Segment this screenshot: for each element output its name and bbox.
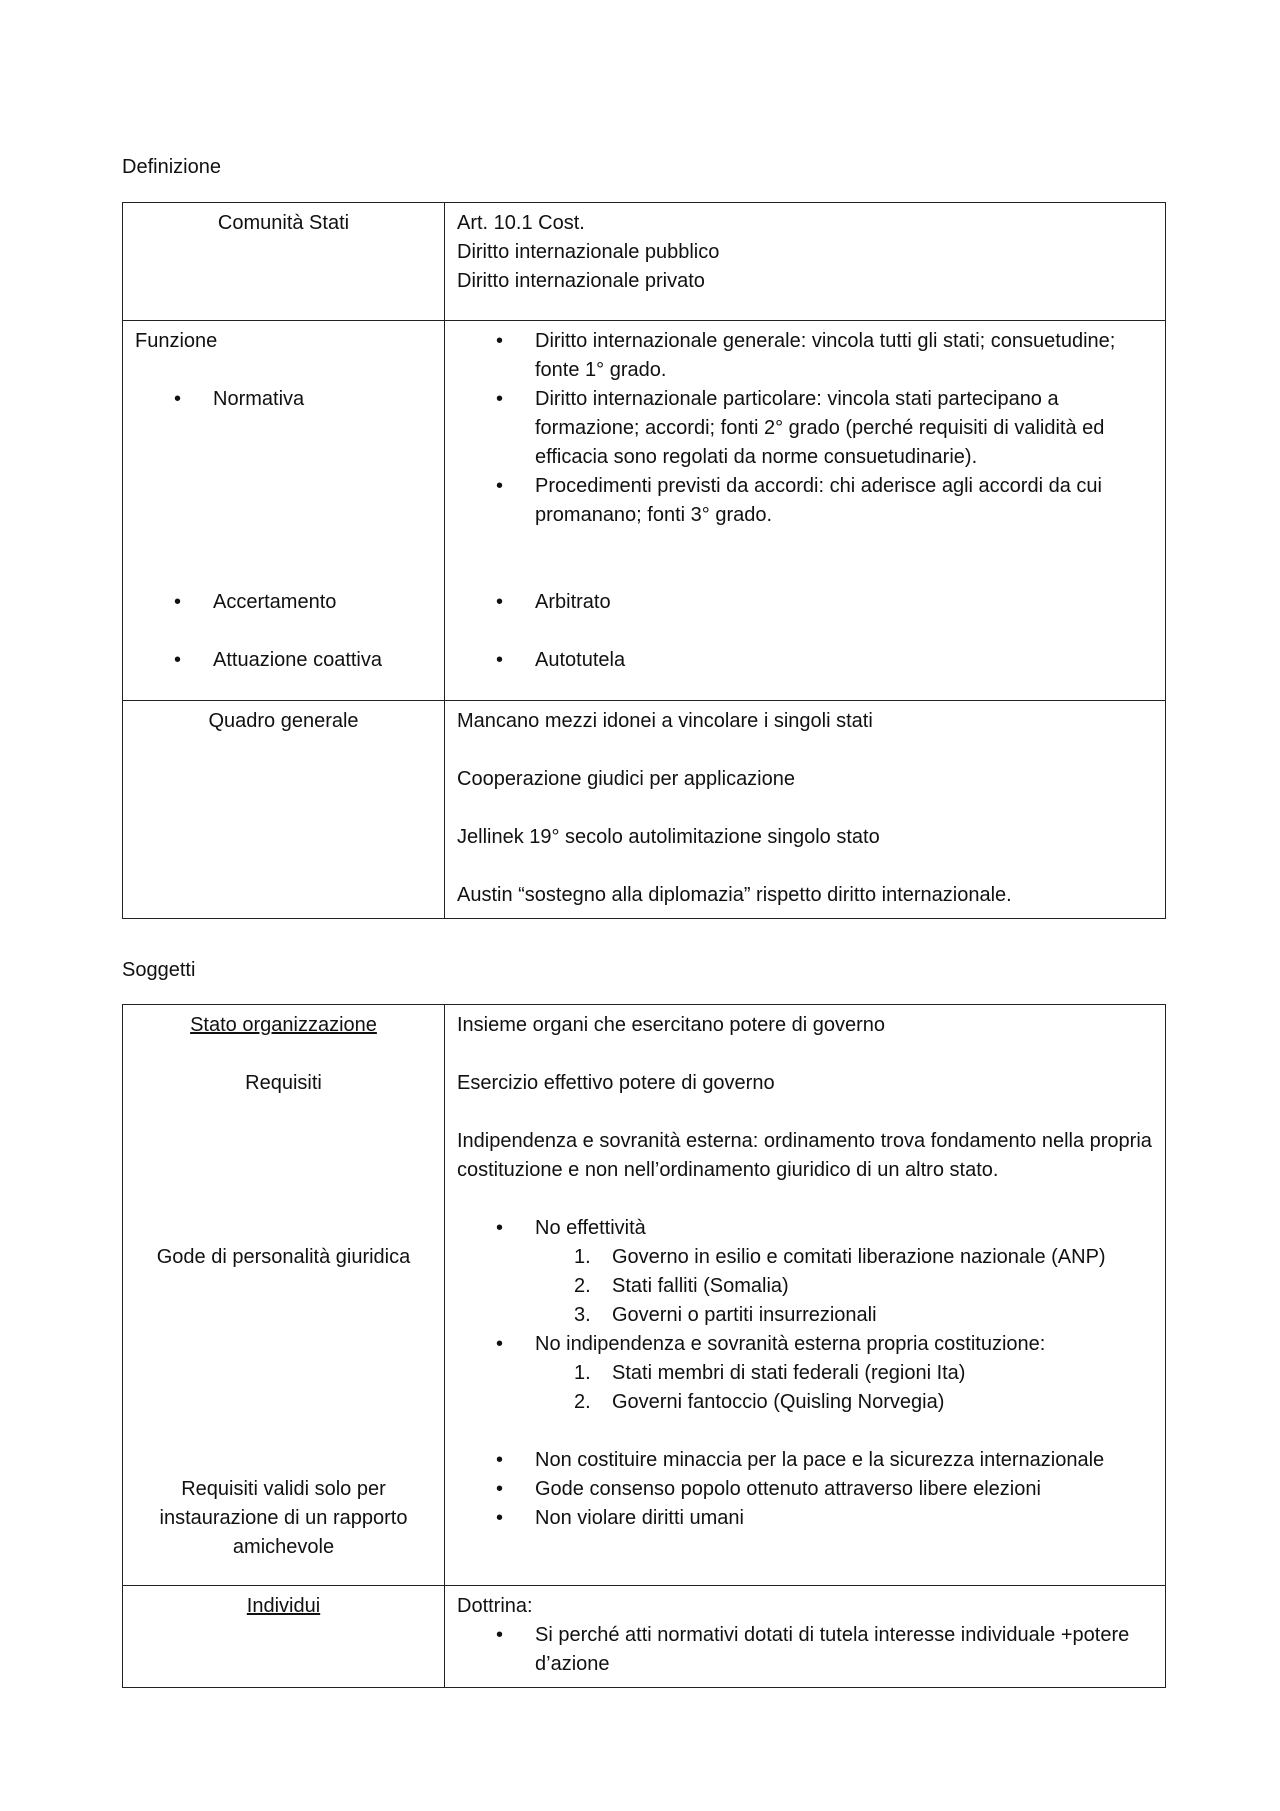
table-cell-label	[123, 321, 445, 701]
section-heading-soggetti: Soggetti	[122, 959, 196, 981]
table-cell-content	[445, 1005, 1166, 1586]
table-cell-content	[445, 701, 1166, 919]
list-item: • Si perché atti normativi dotati di tutela interesse individuale +potere d’azione	[535, 1621, 1153, 1679]
paragraph: Austin “sostegno alla diplomazia” rispetto diritto internazionale.	[457, 884, 1012, 906]
row-label-quadro-generale: Quadro generale	[208, 710, 359, 732]
list-item: • Procedimenti previsti da accordi: chi aderisce agli accordi da cui promanano; fonti 3° grado.	[535, 472, 1153, 530]
list-item: • Non violare diritti umani	[535, 1504, 1153, 1533]
section-heading-definizione: Definizione	[122, 156, 221, 178]
numbered-item-text: Governi fantoccio (Quisling Norvegia)	[612, 1391, 945, 1413]
table-row	[123, 321, 1166, 701]
table-cell-content	[445, 321, 1166, 701]
list-item	[535, 1330, 1153, 1417]
paragraph-dottrina: Dottrina:	[457, 1595, 533, 1617]
table-row	[123, 1005, 1166, 1586]
table-cell-label	[123, 1005, 445, 1586]
list-item: • Gode consenso popolo ottenuto attraverso libere elezioni	[535, 1475, 1153, 1504]
list-item: • Diritto internazionale particolare: vincola stati partecipano a formazione; accordi; fonti 2° grado (perché requisiti di validità ed efficacia sono regolati da norme consuetudinarie).	[535, 385, 1153, 472]
paragraph: Indipendenza e sovranità esterna: ordinamento trova fondamento nella propria costituzione e non nell’ordinamento giuridico di un altro stato.	[457, 1130, 1152, 1181]
row-label-funzione: Funzione	[135, 330, 218, 352]
list-item: • Autotutela	[535, 646, 1153, 675]
list-item: • Arbitrato	[535, 588, 1153, 617]
label-requisiti: Requisiti	[245, 1072, 322, 1094]
list-item: • Attuazione coattiva	[213, 646, 432, 675]
list-item	[535, 1214, 1153, 1330]
numbered-item: 3. Governi o partiti insurrezionali	[574, 1304, 877, 1326]
table-cell-label	[123, 701, 445, 919]
list-item-label: No effettività	[535, 1217, 646, 1239]
row-label-stato-organizzazione: Stato organizzazione	[190, 1014, 377, 1036]
numbered-item: 2. Governi fantoccio (Quisling Norvegia)	[574, 1391, 945, 1413]
numbered-item: 2. Stati falliti (Somalia)	[574, 1275, 789, 1297]
numbered-item: 1. Governo in esilio e comitati liberazione nazionale (ANP)	[574, 1246, 1106, 1268]
paragraph: Esercizio effettivo potere di governo	[457, 1072, 775, 1094]
numbered-item-text: Governi o partiti insurrezionali	[612, 1304, 877, 1326]
definition-table	[122, 202, 1166, 919]
paragraph: Cooperazione giudici per applicazione	[457, 768, 795, 790]
table-row	[123, 1586, 1166, 1688]
row-label-comunita-stati: Comunità Stati	[217, 212, 350, 234]
numbered-item-text: Governo in esilio e comitati liberazione nazionale (ANP)	[612, 1246, 1106, 1268]
paragraph: Jellinek 19° secolo autolimitazione singolo stato	[457, 826, 880, 848]
text-line: Diritto internazionale privato	[457, 270, 705, 292]
label-rapporto-amichevole: Requisiti validi solo per instaurazione di un rapporto amichevole	[159, 1478, 408, 1558]
table-row	[123, 701, 1166, 919]
numbered-item-text: Stati membri di stati federali (regioni Ita)	[612, 1362, 966, 1384]
list-item-label: No indipendenza e sovranità esterna propria costituzione:	[535, 1333, 1046, 1355]
paragraph: Insieme organi che esercitano potere di governo	[457, 1014, 886, 1036]
list-item: • Accertamento	[213, 588, 432, 617]
text-line: Art. 10.1 Cost.	[457, 212, 585, 234]
numbered-item-text: Stati falliti (Somalia)	[612, 1275, 789, 1297]
table-cell-content	[445, 1586, 1166, 1688]
numbered-item: 1. Stati membri di stati federali (regioni Ita)	[574, 1362, 966, 1384]
table-cell-label	[123, 203, 445, 321]
paragraph: Mancano mezzi idonei a vincolare i singoli stati	[457, 710, 873, 732]
text-line: Diritto internazionale pubblico	[457, 241, 720, 263]
subjects-table	[122, 1004, 1166, 1688]
table-cell-label	[123, 1586, 445, 1688]
table-row	[123, 203, 1166, 321]
label-personalita-giuridica: Gode di personalità giuridica	[156, 1246, 411, 1268]
list-item: • Diritto internazionale generale: vincola tutti gli stati; consuetudine; fonte 1° grado.	[535, 327, 1153, 385]
row-label-individui: Individui	[246, 1595, 321, 1617]
table-cell-content	[445, 203, 1166, 321]
list-item: • Non costituire minaccia per la pace e la sicurezza internazionale	[535, 1446, 1153, 1475]
list-item: • Normativa	[213, 385, 432, 414]
